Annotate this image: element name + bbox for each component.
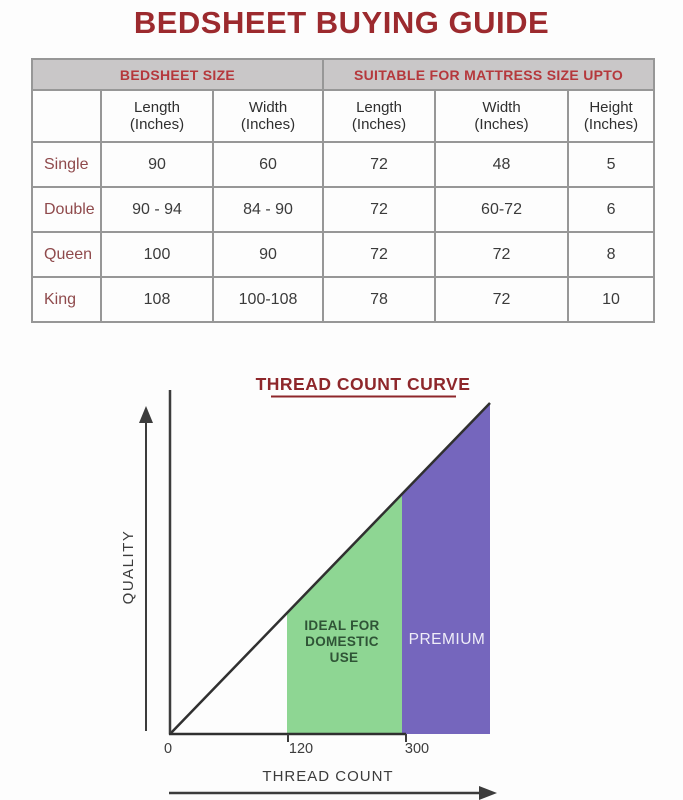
col-header-unit: (Inches) — [583, 116, 639, 133]
x-tick-label-120: 120 — [288, 741, 314, 757]
col-header-name: Height — [589, 99, 633, 116]
cell-value: 10 — [568, 277, 654, 322]
group-header-bedsheet-size: BEDSHEET SIZE — [32, 59, 323, 90]
cell-value: 72 — [435, 232, 568, 277]
cell-value: 72 — [323, 232, 435, 277]
chart-title: THREAD COUNT CURVE — [255, 374, 471, 394]
cell-value: 84 - 90 — [213, 187, 323, 232]
x-tick-label-0: 0 — [163, 741, 173, 757]
cell-value: 60-72 — [435, 187, 568, 232]
cell-value: 72 — [435, 277, 568, 322]
cell-value: 90 - 94 — [101, 187, 213, 232]
x-axis-label: THREAD COUNT — [262, 768, 394, 785]
cell-value: 100 — [101, 232, 213, 277]
region-domestic-label: IDEAL FOR DOMESTIC USE — [304, 618, 380, 665]
cell-value: 78 — [323, 277, 435, 322]
cell-value: 90 — [101, 142, 213, 187]
row-label: Queen — [32, 232, 101, 277]
cell-value: 72 — [323, 142, 435, 187]
quality-arrowhead-icon — [139, 406, 153, 423]
x-tick-label-300: 300 — [404, 741, 430, 757]
page-title: BEDSHEET BUYING GUIDE — [133, 5, 550, 40]
cell-value: 6 — [568, 187, 654, 232]
cell-value: 100-108 — [213, 277, 323, 322]
row-label: Double — [32, 187, 101, 232]
col-header-name: Width — [482, 99, 521, 116]
row-label: King — [32, 277, 101, 322]
col-header-name: Length — [356, 99, 402, 116]
y-axis-label: QUALITY — [120, 529, 137, 605]
region-domestic-fill — [287, 494, 402, 734]
region-premium-label: PREMIUM — [408, 631, 486, 648]
cell-value: 8 — [568, 232, 654, 277]
cell-value: 60 — [213, 142, 323, 187]
col-header-name: Width — [248, 99, 288, 116]
cell-value: 90 — [213, 232, 323, 277]
cell-value: 48 — [435, 142, 568, 187]
row-label: Single — [32, 142, 101, 187]
group-header-mattress-size: SUITABLE FOR MATTRESS SIZE UPTO — [323, 59, 654, 90]
thread-count-arrowhead-icon — [479, 786, 497, 800]
col-header-name: Length — [134, 99, 180, 116]
col-header-unit: (Inches) — [351, 116, 407, 133]
region-premium-fill — [402, 403, 490, 734]
cell-value: 72 — [323, 187, 435, 232]
cell-value: 108 — [101, 277, 213, 322]
col-header-unit: (Inches) — [474, 116, 529, 133]
cell-value: 5 — [568, 142, 654, 187]
col-header-unit: (Inches) — [240, 116, 296, 133]
col-header-unit: (Inches) — [129, 116, 185, 133]
